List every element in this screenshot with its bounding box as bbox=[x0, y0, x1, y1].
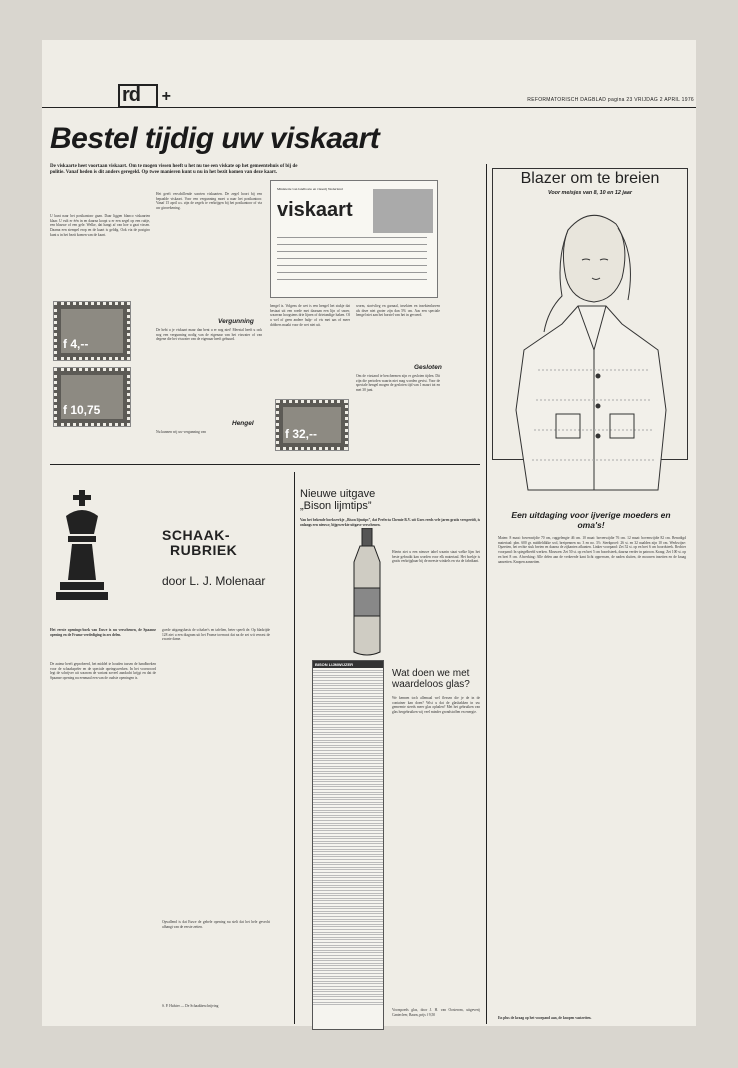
bison-body: Hierin ziet u een nieuwe tabel waarin staat welke lijm het beste gebruikt kan worden voor elk materiaal. Het boekje is gratis verkrijgbaar bij de meeste winkels en via de fabrikant. bbox=[392, 550, 480, 564]
schaak-col3: Opvallend is dat Euwe de gehele opening nu stelt dat het hele gevecht afhangt van de eerste zetten. bbox=[162, 920, 270, 929]
glas-headline: Wat doen we met waardeloos glas? bbox=[392, 668, 470, 690]
viskaart-headline: Bestel tijdig uw viskaart bbox=[50, 122, 380, 155]
glue-bottle-illustration bbox=[342, 528, 392, 658]
bison-lijmwijzer-table: BISON LIJMWIJZER bbox=[312, 660, 384, 1030]
schaak-col1: De auteur heeft geprobeerd, het middel te houden tussen de handboeken voor de schaakspeler en de speciale opeingswerken. In het voorwoord legt de schrijver uit waarom de variant zoveel aandacht krijgt en dat de Spaanse opening nu eenmaal een van de oudste openingen is. bbox=[50, 662, 156, 681]
schaak-headline: SCHAAK- RUBRIEK bbox=[162, 527, 238, 558]
masthead bbox=[42, 82, 696, 108]
chess-king-icon bbox=[56, 490, 108, 600]
viskaart-card-image: Ministerie van landbouw en visserij Nederland viskaart bbox=[270, 180, 438, 298]
schaak-signature: S. P. Hulster — De Schaakbeschrijving bbox=[162, 1004, 219, 1008]
newspaper-page bbox=[42, 40, 696, 1026]
column-rule bbox=[294, 472, 295, 1024]
rd-logo: rd + bbox=[118, 84, 158, 108]
viskaart-col3: hengel is. Volgens de wet is een hengel het stukje dat bestaat uit een roede met daaraan een lijn of snoer, waarvan hoogstens drie lijnen of drietandige haken. Of u wel of geen andere hulp- of vis met aas of meer dobbers maakt voor de wet niet uit. bbox=[270, 304, 350, 327]
stamp-image: f 4,-- bbox=[54, 302, 130, 360]
blazer-caption: Een uitdaging voor ijverige moeders en oma's! bbox=[511, 510, 671, 530]
hengel-subhead: Hengel bbox=[232, 420, 254, 427]
hengel-text: Nu kunnen wij uw vergunning van bbox=[156, 430, 206, 434]
stamp-image: f 32,-- bbox=[276, 400, 348, 450]
column-rule bbox=[486, 164, 487, 1024]
gesloten-subhead: Gesloten bbox=[414, 364, 442, 371]
viskaart-col4: worm, stortvlieg en garnaal, insekten en insektenlarven als deze niet groter zijn dan 5% cm. Aas een speciale hengel niet aan het borstel van het in gevoerd. bbox=[356, 304, 440, 318]
knitting-girl-illustration bbox=[498, 200, 684, 500]
blazer-headline: Blazer om te breien bbox=[520, 170, 660, 187]
section-divider bbox=[50, 464, 480, 465]
bison-headline: Nieuwe uitgave „Bison lijmtips” bbox=[300, 488, 376, 512]
schaak-byline: door L. J. Molenaar bbox=[162, 574, 266, 588]
blazer-subtitle: Voor meisjes van 8, 10 en 12 jaar bbox=[547, 190, 632, 196]
schaak-col2: goede uitgangsbasis de schaker's en tafelten, beter speelt de. Op bladzijde 128 ziet u een diagram uit het Franse toernooi dat na de zet wit verrast de zwarte dame. bbox=[162, 628, 270, 642]
viskaart-col1: U kunt naar het postkantoor gaan. Daar liggen blanco viskaarten klaar. U vult er één in en daarna koopt u er een zegel op een ruitje, een blauwe of een gele. Welke, dat hangt af van hoe u gaat vissen. Daarna een stempel erop en de kaart is geldig. Ook via de postgiro kunt u in het bezit komen van de kaart. bbox=[50, 214, 150, 237]
schaak-intro: Het eerste openings-boek van Euwe is nu verschenen, de Spaanse opening en de Franse verdediging in zes delen. bbox=[50, 628, 156, 637]
glas-footer: Voorspoeds glas, door J. H. van Oosterom, uitgeverij Cantecleer, Baarn, prijs f 9,50 bbox=[392, 1008, 480, 1017]
vergunning-text: De hebt u je viskaart maar dan bent u er nog niet! Meestal heeft u ook nog een vergunning nodig van de eigenaar van het viswater of van degene die het viswater van de eigenaar heeft gehuurd. bbox=[156, 328, 262, 342]
gesloten-text: Om de visstand te beschermen zijn er gesloten tijden. Dit zijn die perioden waarin niet mag worden gevist. Voor de speciale hengel mogen de gesloten tijd van 1 maart tot en met 30 juni. bbox=[356, 374, 440, 393]
glas-text: We kennen toch allemaal wel flessen die je de in de container kan doen? Wist u dat de glasbakken in uw gemeente steeds meer glas ophalen? Met het gebruiken van glas hergebruiken wij veel minder grondstoffen en energie. bbox=[392, 696, 480, 715]
viskaart-intro: De viskaarte heet voortaan viskaart. Om te mogen vissen heeft u het nu toe een viskate op het gemeentehuis of bij de politie. Vanaf heden is dit anders geregeld. Op twee manieren kunt u nu in het bezit komen van deze kaart. bbox=[50, 164, 298, 175]
blazer-closing: En plus de kraag op het voorpand aan, de knopen vastzetten. bbox=[498, 1016, 592, 1020]
blazer-pattern-text: Maten: 8 maat: bovenwijdte 70 cm, ruggelengte 46 cm. 10 maat: bovenwijdte 76 cm. 12 maat: bovenwijdte 82 cm. Benodigd materiaal: plm. 600 gr. middeldikke wol, breipennen no. 3 en no. 3½. Steekproef: 26 st. en 32 naalden zijn 10 cm. Werkwijze: Opzetten, het rechte stuk breien en daarna de zijkanten afkanten. Linker voorpand: Zet 52 st. op en brei 6 cm boordsteek. Rechter voorpand: In spiegelbeeld werken. Mouwen: Zet 50 st. op en brei 5 cm boordsteek, daarna verder in patroon. Kraag: Zet 100 st. op en brei 8 cm. Afwerking: Alle delen aan de verkeerde kant licht opperssen, de naden sluiten, de mouwen inzetten en de kraag aanzetten. Knopen aanzetten. bbox=[498, 536, 686, 564]
bison-intro: Van het bekende boekwerkje „Bison lijmtips”, dat Perfecta Chemie B.V. uit Goes reeds vele jaren gratis verspreidt, is onlangs een nieuwe, bijgewerkte uitgave verschenen. bbox=[300, 518, 480, 527]
vergunning-subhead: Vergunning bbox=[218, 318, 254, 325]
viskaart-col2: Het geeft verschillende soorten viskaarten. De zegel hoort bij een bepaalde viskaart. Voor een vergunning moet u naar het postkantoor. Vanaf 15 april a.s. zijn de zegels te verkrijgen bij het postkantoor of via uw girorekening. bbox=[156, 192, 262, 211]
stamp-image: f 10,75 bbox=[54, 368, 130, 426]
paper-dateline: REFORMATORISCH DAGBLAD pagina 23 VRIJDAG 2 APRIL 1976 bbox=[527, 97, 694, 103]
